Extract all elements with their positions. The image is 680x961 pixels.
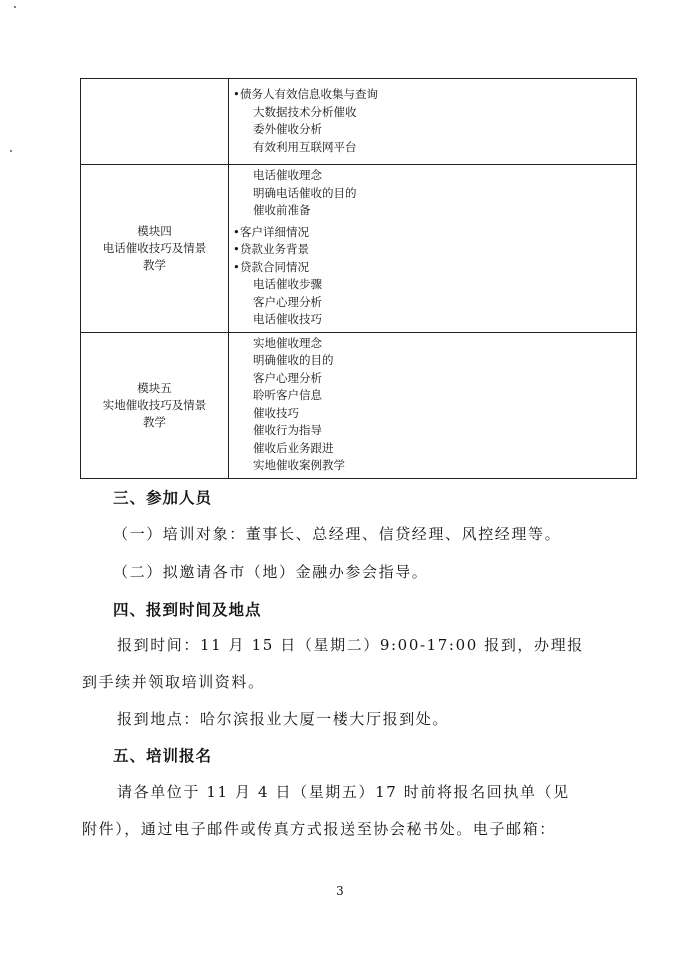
content-item — [233, 276, 636, 294]
page-number: 3 — [336, 884, 344, 898]
content-item — [233, 457, 636, 475]
module-label-line: 教学 — [143, 257, 166, 272]
section-3-paragraph-2: （二）拟邀请各市（地）金融办参会指导。 — [113, 563, 429, 581]
module-label-line: 教学 — [143, 414, 166, 429]
content-item — [233, 387, 636, 405]
content-item — [233, 335, 636, 353]
table-row — [81, 79, 637, 165]
content-item — [233, 422, 636, 440]
content-item — [233, 352, 636, 370]
item-text: 电话催收步骤 — [253, 277, 322, 291]
item-text: 大数据技术分析催收 — [253, 104, 357, 119]
bullet-item — [233, 241, 636, 259]
item-text: 电话催收理念 — [253, 168, 322, 182]
content-item — [233, 139, 636, 157]
table-row — [81, 165, 637, 333]
section-4-title: 四、报到时间及地点 — [113, 600, 262, 619]
table-row — [81, 332, 637, 478]
scan-speck — [10, 150, 12, 152]
bullet-icon: • — [233, 242, 240, 256]
content-cell — [229, 79, 637, 165]
module-cell — [81, 165, 229, 333]
section-4-paragraph-1-line-1: 报到时间：11 月 15 日（星期二）9:00-17:00 报到，办理报 — [117, 636, 584, 654]
item-text: 催收前准备 — [253, 203, 311, 217]
module-label-line: 模块四 — [137, 223, 172, 238]
content-item — [233, 311, 636, 329]
module-cell — [81, 79, 229, 165]
content-item — [233, 104, 636, 122]
content-item — [233, 294, 636, 312]
item-text: 实地催收理念 — [253, 335, 322, 350]
content-item — [233, 121, 636, 139]
content-item — [233, 370, 636, 388]
item-text: 贷款业务背景 — [240, 242, 309, 256]
section-4-paragraph-1-line-2: 到手续并领取培训资料。 — [82, 673, 265, 691]
bullet-icon: • — [233, 87, 240, 101]
training-module-table — [80, 78, 637, 479]
item-text: 明确电话催收的目的 — [253, 185, 357, 200]
bullet-item — [233, 259, 636, 277]
item-text: 实地催收案例教学 — [253, 458, 345, 472]
module-label-line: 模块五 — [137, 380, 172, 395]
module-cell — [81, 332, 229, 478]
content-cell — [229, 332, 637, 478]
bullet-icon: • — [233, 259, 240, 274]
section-5-title: 五、培训报名 — [113, 746, 213, 765]
content-item — [233, 405, 636, 423]
item-text: 催收后业务跟进 — [253, 440, 334, 455]
section-5-paragraph-1-line-2: 附件），通过电子邮件或传真方式报送至协会秘书处。电子邮箱： — [82, 820, 556, 838]
item-text: 有效利用互联网平台 — [253, 139, 357, 154]
item-text: 客户心理分析 — [253, 294, 322, 309]
item-text: 贷款合同情况 — [240, 259, 309, 274]
content-item — [233, 167, 636, 185]
item-text: 催收行为指导 — [253, 423, 322, 437]
section-3-paragraph-1: （一）培训对象：董事长、总经理、信贷经理、风控经理等。 — [113, 525, 562, 543]
item-text: 债务人有效信息收集与查询 — [240, 87, 378, 101]
item-text: 客户心理分析 — [253, 370, 322, 385]
content-cell — [229, 165, 637, 333]
module-label-line: 实地催收技巧及情景 — [102, 397, 207, 412]
section-5-paragraph-1-line-1: 请各单位于 11 月 4 日（星期五）17 时前将报名回执单（见 — [117, 783, 570, 801]
item-text: 电话催收技巧 — [253, 312, 322, 326]
item-text: 聆听客户信息 — [253, 388, 322, 402]
section-3-title: 三、参加人员 — [113, 488, 213, 507]
section-4-paragraph-2: 报到地点：哈尔滨报业大厦一楼大厅报到处。 — [117, 710, 450, 728]
content-item — [233, 202, 636, 220]
content-item — [233, 185, 636, 203]
bullet-icon: • — [233, 224, 240, 239]
content-item — [233, 440, 636, 458]
scan-speck — [14, 6, 16, 8]
item-text: 客户详细情况 — [240, 224, 309, 239]
item-text: 催收技巧 — [253, 405, 299, 420]
item-text: 委外催收分析 — [253, 122, 322, 136]
item-text: 明确催收的目的 — [253, 353, 334, 367]
module-label-line: 电话催收技巧及情景 — [102, 240, 207, 255]
bullet-item — [233, 86, 636, 104]
bullet-item — [233, 224, 636, 242]
